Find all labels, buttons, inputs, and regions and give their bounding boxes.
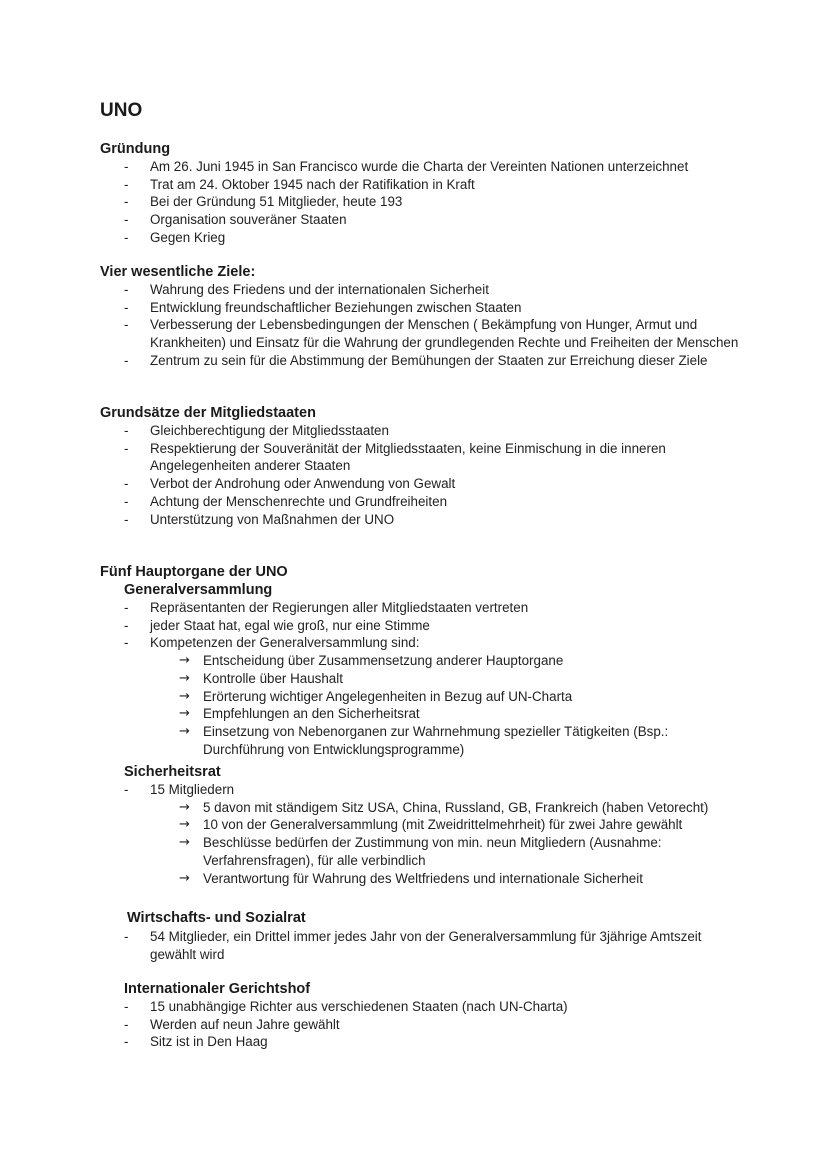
section-wirtschaftsrat-list — [100, 928, 740, 963]
list-item: - Zentrum zu sein für die Abstimmung der Bemühungen der Staaten zur Erreichung dieser Ziele — [100, 352, 740, 370]
list-item: - Kompetenzen der Generalversammlung sind: — [100, 634, 740, 652]
arrow-item: → Kontrolle über Haushalt — [179, 670, 343, 686]
list-item: - Wahrung des Friedens und der internationalen Sicherheit — [100, 281, 740, 299]
subsection-heading-gerichtshof: Internationaler Gerichtshof — [124, 981, 311, 997]
section-heading: Vier wesentliche Ziele: — [100, 264, 256, 280]
arrow-item: → Empfehlungen an den Sicherheitsrat — [179, 706, 420, 722]
list-item: - Am 26. Juni 1945 in San Francisco wurde die Charta der Vereinten Nationen unterzeichnet — [100, 158, 740, 176]
list-item: - Sitz ist in Den Haag — [100, 1033, 740, 1051]
list-item: - Verbesserung der Lebensbedingungen der Menschen ( Bekämpfung von Hunger, Armut und Krankheiten) und Einsatz für die Wahrung der grundlegenden Rechte und Freiheiten der Menschen — [100, 316, 740, 351]
bullet-list — [100, 158, 740, 247]
arrow-list — [100, 799, 740, 888]
list-item: - 54 Mitglieder, ein Drittel immer jedes Jahr von der Generalversammlung für 3jährige Amtszeit gewählt wird — [100, 928, 740, 963]
list-item: - Repräsentanten der Regierungen aller Mitgliedstaaten vertreten — [100, 599, 740, 617]
section-wirtschaftsrat — [103, 909, 743, 927]
arrow-right-icon: → — [179, 653, 190, 669]
bullet-list — [100, 599, 740, 652]
arrow-item: → Beschlüsse bedürfen der Zustimmung von min. neun Mitgliedern (Ausnahme: Verfahrensfragen), für alle verbindlich — [179, 835, 662, 868]
bullet-list — [100, 422, 740, 528]
list-item: - Werden auf neun Jahre gewählt — [100, 1016, 740, 1034]
bullet-list — [100, 781, 740, 799]
arrow-right-icon: → — [179, 817, 190, 833]
list-item: - Gegen Krieg — [100, 229, 740, 247]
list-item: - Achtung der Menschenrechte und Grundfreiheiten — [100, 493, 740, 511]
arrow-right-icon: → — [179, 870, 190, 886]
section-heading: Gründung — [100, 141, 171, 157]
arrow-right-icon: → — [179, 670, 190, 686]
section-ziele — [100, 263, 740, 370]
arrow-item: → Einsetzung von Nebenorganen zur Wahrnehmung spezieller Tätigkeiten (Bsp.: Durchführung von Entwicklungsprogramme) — [179, 723, 669, 757]
arrow-item: → 10 von der Generalversammlung (mit Zweidrittelmehrheit) für zwei Jahre gewählt — [179, 817, 683, 833]
subsection-heading-sicherheitsrat: Sicherheitsrat — [124, 764, 221, 780]
section-heading: Fünf Hauptorgane der UNO — [100, 564, 288, 580]
arrow-item: → Erörterung wichtiger Angelegenheiten in Bezug auf UN-Charta — [179, 688, 573, 704]
arrow-item: → 5 davon mit ständigem Sitz USA, China, Russland, GB, Frankreich (haben Vetorecht) — [179, 799, 709, 815]
list-item: - jeder Staat hat, egal wie groß, nur eine Stimme — [100, 617, 740, 635]
section-hauptorgane — [100, 563, 740, 758]
document-title: UNO — [100, 100, 143, 121]
subsection-heading-generalversammlung: Generalversammlung — [124, 582, 273, 598]
list-item: - Gleichberechtigung der Mitgliedsstaaten — [100, 422, 740, 440]
arrow-right-icon: → — [179, 706, 190, 722]
bullet-list — [100, 281, 740, 370]
section-heading: Grundsätze der Mitgliedstaaten — [100, 405, 316, 421]
list-item: - Verbot der Androhung oder Anwendung von Gewalt — [100, 475, 740, 493]
list-item: - Bei der Gründung 51 Mitglieder, heute 193 — [100, 193, 740, 211]
bullet-list — [100, 998, 740, 1051]
section-gerichtshof — [100, 980, 740, 1051]
arrow-right-icon: → — [179, 835, 190, 851]
section-gruendung — [100, 140, 740, 247]
bullet-list — [100, 928, 740, 963]
arrow-item: → Entscheidung über Zusammensetzung anderer Hauptorgane — [179, 653, 564, 669]
arrow-right-icon: → — [179, 799, 190, 815]
list-item: - Respektierung der Souveränität der Mitgliedsstaaten, keine Einmischung in die inneren Angelegenheiten anderer Staaten — [100, 440, 740, 475]
arrow-list — [100, 652, 740, 758]
list-item: - Unterstützung von Maßnahmen der UNO — [100, 511, 740, 529]
list-item: - Organisation souveräner Staaten — [100, 211, 740, 229]
arrow-right-icon: → — [179, 723, 190, 739]
subsection-heading-wirtschaftsrat: Wirtschafts- und Sozialrat — [127, 910, 306, 926]
list-item: - Entwicklung freundschaftlicher Beziehungen zwischen Staaten — [100, 299, 740, 317]
list-item: - Trat am 24. Oktober 1945 nach der Ratifikation in Kraft — [100, 176, 740, 194]
section-grundsaetze — [100, 404, 740, 528]
list-item: - 15 Mitgliedern — [100, 781, 740, 799]
list-item: - 15 unabhängige Richter aus verschiedenen Staaten (nach UN-Charta) — [100, 998, 740, 1016]
arrow-right-icon: → — [179, 688, 190, 704]
section-sicherheitsrat — [100, 763, 740, 887]
arrow-item: → Verantwortung für Wahrung des Weltfriedens und internationale Sicherheit — [179, 870, 643, 886]
